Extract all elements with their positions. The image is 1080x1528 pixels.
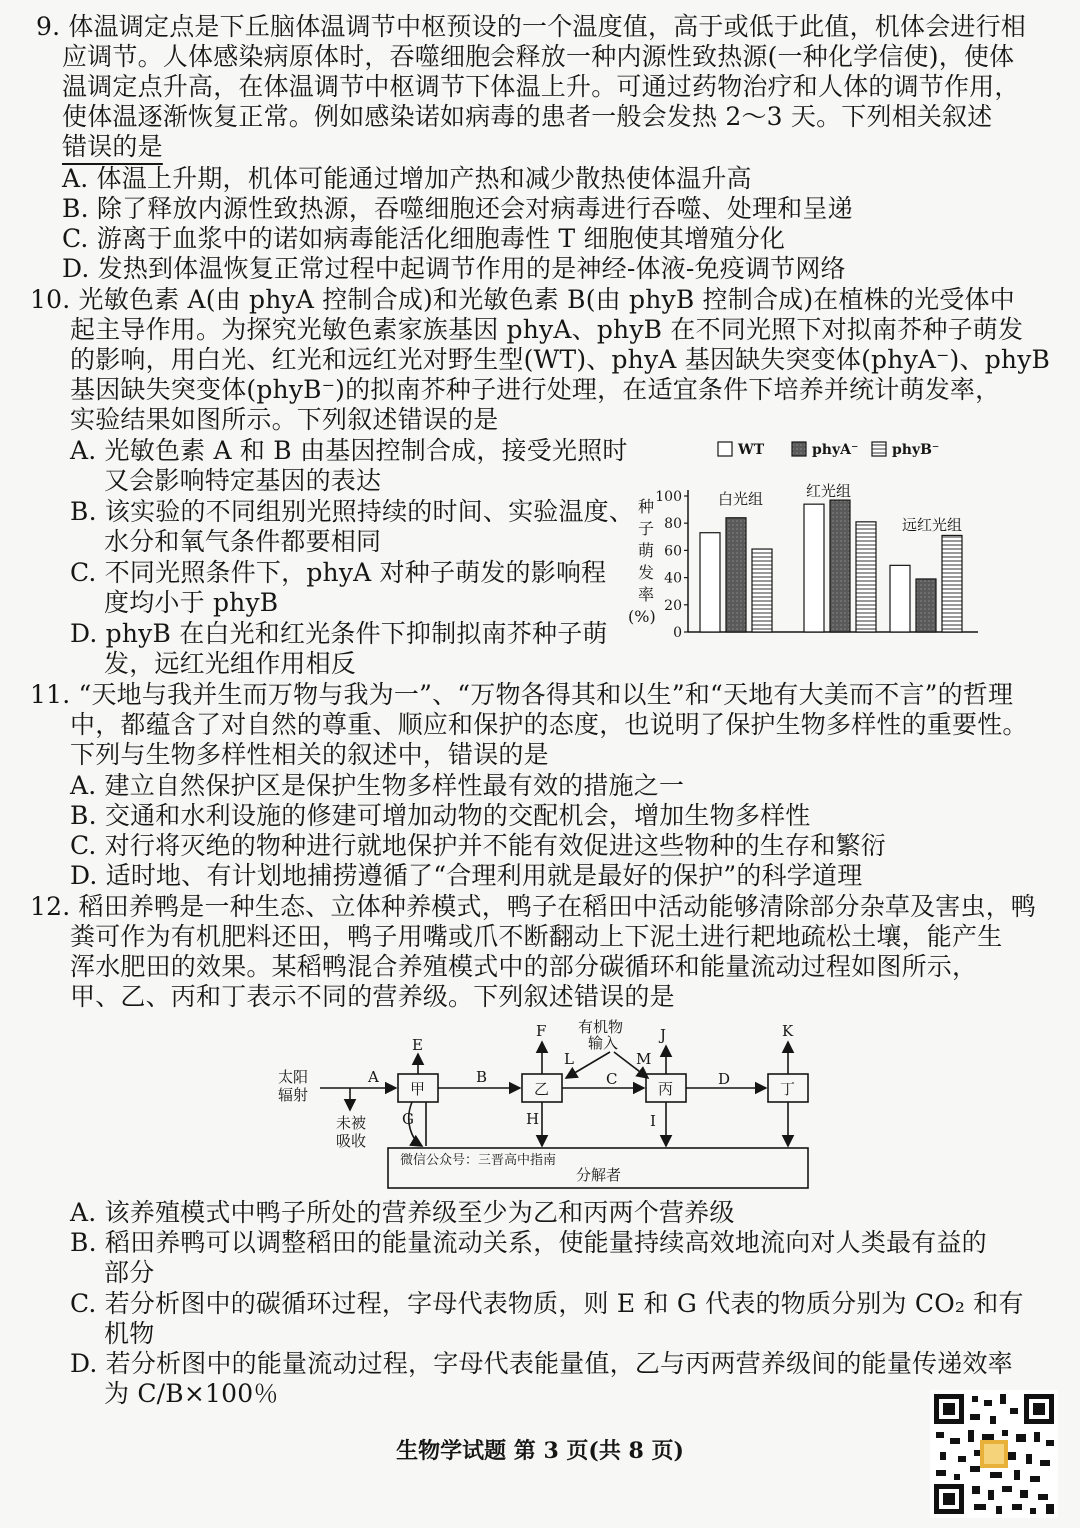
carbon-energy-flow-diagram [272, 1012, 818, 1198]
q11-option-a: A. 建立自然保护区是保护生物多样性最有效的措施之一 [70, 771, 685, 800]
organic-input-label-2: 输入 [588, 1034, 619, 1052]
q12-option-d-2: 为 C/B×100％ [104, 1379, 279, 1408]
q10-option-b-2: 水分和氧气条件都要相同 [104, 527, 382, 556]
category-label: 白光组 [718, 490, 764, 508]
node-bing-label: 丙 [658, 1080, 674, 1098]
q9-option-b: B. 除了释放内源性致热源，吞噬细胞还会对病毒进行吞噬、处理和呈递 [62, 194, 853, 223]
bar-phyb [752, 549, 772, 632]
bar-phya [916, 579, 936, 632]
bar-wt [890, 565, 910, 632]
q9-stem-end [62, 132, 163, 162]
legend-label: phyA⁻ [812, 442, 859, 458]
q10-stem-line-4: 基因缺失突变体(phyB⁻)的拟南芥种子进行处理，在适宜条件下培养并统计萌发率， [70, 375, 1001, 404]
legend-swatch [792, 442, 806, 456]
q12-option-c-1: C. 若分析图中的碳循环过程，字母代表物质，则 E 和 G 代表的物质分别为 CO₂ 和有 [70, 1289, 1024, 1318]
letter-c: C [606, 1070, 618, 1088]
page-footer: 生物学试题 第 3 页(共 8 页) [396, 1438, 684, 1464]
qr-code [930, 1390, 1058, 1518]
legend-swatch [872, 442, 886, 456]
q10-stem-line-1: 10. 光敏色素 A(由 phyA 控制合成)和光敏色素 B(由 phyB 控制合成)在植株的光受体中 [30, 285, 1015, 314]
q12-option-b-1: B. 稻田养鸭可以调整稻田的能量流动关系，使能量持续高效地流向对人类最有益的 [70, 1228, 987, 1257]
category-label: 红光组 [806, 482, 852, 500]
q9-stem-line-3: 温调定点升高，在体温调节中枢调节下体温上升。可通过药物治疗和人体的调节作用， [62, 72, 1020, 101]
letter-h: H [526, 1110, 540, 1128]
q9-stem-line-2: 应调节。人体感染病原体时，吞噬细胞会释放一种内源性致热源(一种化学信使)，使体 [62, 42, 1015, 71]
letter-b: B [476, 1068, 488, 1086]
not-absorbed-label-2: 吸收 [336, 1132, 367, 1150]
q9-stem-line-4: 使体温逐渐恢复正常。例如感染诺如病毒的患者一般会发热 2～3 天。下列相关叙述 [62, 102, 993, 131]
y-axis-label-char: 子 [638, 519, 655, 538]
y-axis-label-char: 率 [638, 585, 655, 604]
q10-option-d-1: D. phyB 在白光和红光条件下抑制拟南芥种子萌 [70, 619, 608, 648]
q9-option-c: C. 游离于血浆中的诺如病毒能活化细胞毒性 T 细胞使其增殖分化 [62, 224, 786, 253]
y-axis-label-char: (%) [628, 607, 656, 626]
flow-diagram-svg [272, 1012, 818, 1198]
q10-option-c-2: 度均小于 phyB [104, 588, 279, 617]
bar-wt [700, 533, 720, 632]
wechat-label: 微信公众号：三晋高中指南 [400, 1153, 557, 1168]
bar-phyb [856, 522, 876, 632]
y-tick-label: 40 [664, 570, 682, 587]
germination-chart [620, 428, 1040, 660]
q9-emphasis: 错误的是 [62, 132, 163, 161]
category-label: 远红光组 [902, 516, 963, 534]
bar-phya [726, 518, 746, 632]
letter-m: M [636, 1050, 652, 1068]
y-axis-label-char: 萌 [638, 541, 655, 560]
q11-option-d: D. 适时地、有计划地捕捞遵循了“合理利用就是最好的保护”的科学道理 [70, 861, 863, 890]
q10-option-a-1: A. 光敏色素 A 和 B 由基因控制合成，接受光照时 [70, 436, 628, 465]
y-tick-label: 100 [655, 489, 682, 505]
q10-option-a-2: 又会影响特定基因的表达 [104, 466, 382, 495]
bar-wt [804, 504, 824, 632]
germination-chart-svg [620, 428, 1040, 660]
y-tick-label: 20 [664, 597, 682, 614]
not-absorbed-label-1: 未被 [336, 1114, 367, 1132]
q12-option-c-2: 机物 [104, 1319, 155, 1348]
letter-g: G [402, 1110, 414, 1128]
q11-stem-line-1: 11. “天地与我并生而万物与我为一”、“万物各得其和以生”和“天地有大美而不言”的哲理 [30, 680, 1014, 709]
y-axis-label-char: 发 [638, 563, 655, 582]
sun-label-1: 太阳 [278, 1068, 309, 1086]
letter-l: L [564, 1050, 574, 1068]
q11-option-b: B. 交通和水利设施的修建可增加动物的交配机会，增加生物多样性 [70, 801, 811, 830]
qr-code-icon [930, 1390, 1058, 1518]
bar-phyb [942, 535, 962, 632]
y-axis-label-char: 种 [638, 497, 655, 516]
node-jia-label: 甲 [410, 1080, 426, 1098]
organic-input-label-1: 有机物 [578, 1018, 624, 1036]
q10-stem-line-2: 起主导作用。为探究光敏色素家族基因 phyA、phyB 在不同光照下对拟南芥种子萌发 [70, 315, 1024, 344]
letter-f: F [536, 1022, 547, 1040]
q10-option-d-2: 发，远红光组作用相反 [104, 649, 357, 678]
letter-i: I [650, 1112, 656, 1130]
letter-d: D [718, 1070, 731, 1088]
letter-e: E [412, 1036, 423, 1054]
q12-option-d-1: D. 若分析图中的能量流动过程，字母代表能量值，乙与丙两营养级间的能量传递效率 [70, 1349, 1013, 1378]
node-yi-label: 乙 [534, 1080, 550, 1098]
y-tick-label: 80 [664, 516, 682, 533]
q12-stem-line-3: 浑水肥田的效果。某稻鸭混合养殖模式中的部分碳循环和能量流动过程如图所示， [70, 952, 978, 981]
q12-option-a: A. 该养殖模式中鸭子所处的营养级至少为乙和丙两个营养级 [70, 1198, 735, 1227]
q12-stem-line-4: 甲、乙、丙和丁表示不同的营养级。下列叙述错误的是 [70, 982, 675, 1011]
q9-option-d: D. 发热到体温恢复正常过程中起调节作用的是神经-体液-免疫调节网络 [62, 254, 846, 283]
q12-stem-line-2: 粪可作为有机肥料还田，鸭子用嘴或爪不断翻动上下泥土进行耙地疏松土壤，能产生 [70, 922, 1003, 951]
q9-stem-line-1: 9. 体温调定点是下丘脑体温调节中枢预设的一个温度值，高于或低于此值，机体会进行相 [36, 12, 1027, 41]
q11-stem-line-2: 中，都蕴含了对自然的尊重、顺应和保护的态度，也说明了保护生物多样性的重要性。 [70, 710, 1028, 739]
legend-swatch [718, 442, 732, 456]
node-ding-label: 丁 [780, 1080, 796, 1098]
bar-phya [830, 500, 850, 632]
q12-stem-line-1: 12. 稻田养鸭是一种生态、立体种养模式，鸭子在稻田中活动能够清除部分杂草及害虫，鸭 [30, 892, 1037, 921]
q10-stem-line-5: 实验结果如图所示。下列叙述错误的是 [70, 405, 499, 434]
q10-option-b-1: B. 该实验的不同组别光照持续的时间、实验温度、 [70, 497, 635, 526]
y-tick-label: 0 [673, 625, 682, 641]
letter-j: J [660, 1026, 667, 1044]
letter-a: A [368, 1068, 379, 1086]
sun-label-2: 辐射 [278, 1086, 309, 1104]
legend-label: phyB⁻ [892, 442, 940, 458]
q11-option-c: C. 对行将灭绝的物种进行就地保护并不能有效促进这些物种的生存和繁衍 [70, 831, 886, 860]
decomposer-label: 分解者 [576, 1166, 622, 1184]
q11-stem-line-3: 下列与生物多样性相关的叙述中，错误的是 [70, 740, 549, 769]
legend-label: WT [738, 442, 765, 458]
q12-option-b-2: 部分 [104, 1258, 155, 1287]
y-tick-label: 60 [664, 543, 682, 560]
letter-k: K [782, 1022, 794, 1040]
q10-option-c-1: C. 不同光照条件下，phyA 对种子萌发的影响程 [70, 558, 607, 587]
q9-option-a: A. 体温上升期，机体可能通过增加产热和减少散热使体温升高 [62, 164, 752, 193]
q10-stem-line-3: 的影响，用白光、红光和远红光对野生型(WT)、phyA 基因缺失突变体(phyA⁻)、phyB [70, 345, 1051, 374]
